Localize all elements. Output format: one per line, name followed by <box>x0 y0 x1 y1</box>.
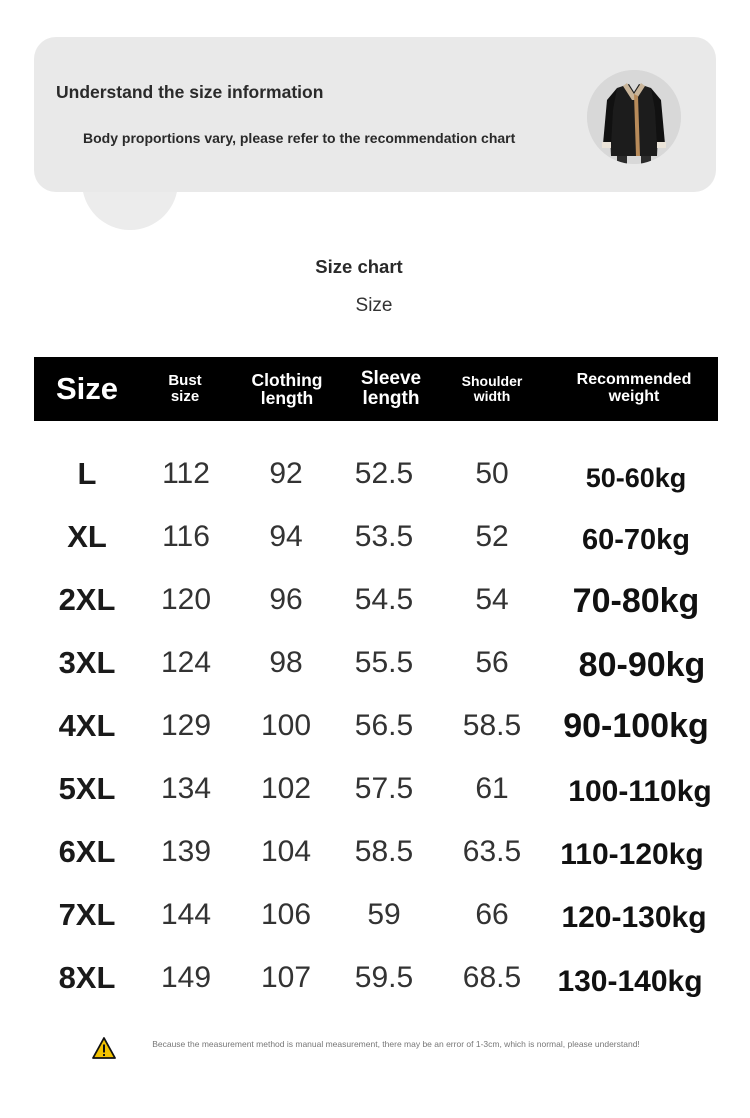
warning-icon <box>92 1037 116 1059</box>
bust-cell: 139 <box>160 835 212 868</box>
measurement-footnote: Because the measurement method is manual measurement, there may be an error of 1-3cm, which is normal, please understand! <box>152 1039 640 1049</box>
weight-cell: 110-120kg <box>560 838 704 871</box>
size-cell: 5XL <box>58 771 116 806</box>
weight-cell: 70-80kg <box>572 582 700 620</box>
bust-cell: 120 <box>160 583 212 616</box>
header-size: Size <box>55 370 119 406</box>
weight-cell: 100-110kg <box>568 775 712 808</box>
weight-cell: 60-70kg <box>581 524 690 556</box>
bust-cell: 129 <box>160 709 212 742</box>
sleeve-cell: 58.5 <box>354 835 414 868</box>
sleeve-cell: 59 <box>367 898 401 931</box>
coat-icon <box>587 70 681 164</box>
table-row <box>0 445 750 503</box>
sleeve-cell: 57.5 <box>354 772 414 805</box>
length-cell: 94 <box>269 520 303 553</box>
shoulder-cell: 56 <box>475 646 509 679</box>
length-cell: 100 <box>260 709 312 742</box>
sleeve-cell: 55.5 <box>354 646 414 679</box>
table-header <box>34 357 718 421</box>
header-clothing-length: Clothing length <box>251 369 323 408</box>
table-row <box>0 823 750 881</box>
length-cell: 104 <box>260 835 312 868</box>
shoulder-cell: 68.5 <box>462 961 522 994</box>
sleeve-cell: 53.5 <box>354 520 414 553</box>
size-cell: 2XL <box>58 582 116 617</box>
weight-cell: 90-100kg <box>563 707 709 745</box>
shoulder-cell: 54 <box>475 583 509 616</box>
table-row <box>0 760 750 818</box>
shoulder-cell: 50 <box>475 457 509 490</box>
table-row <box>0 697 750 755</box>
size-cell: L <box>77 456 97 491</box>
length-cell: 102 <box>260 772 312 805</box>
header-recommended-weight: Recommended weight <box>576 371 692 405</box>
size-cell: 6XL <box>58 834 116 869</box>
chart-subtitle: Size <box>355 295 393 316</box>
weight-cell: 130-140kg <box>557 965 703 998</box>
bust-cell: 124 <box>160 646 212 679</box>
chart-title: Size chart <box>315 256 403 277</box>
shoulder-cell: 58.5 <box>462 709 522 742</box>
header-bust-size: Bust size <box>168 372 202 405</box>
info-title: Understand the size information <box>56 82 324 102</box>
info-subtitle: Body proportions vary, please refer to the recommendation chart <box>83 130 516 146</box>
bust-cell: 134 <box>160 772 212 805</box>
shoulder-cell: 66 <box>475 898 509 931</box>
sleeve-cell: 59.5 <box>354 961 414 994</box>
shoulder-cell: 63.5 <box>462 835 522 868</box>
weight-cell: 120-130kg <box>561 901 707 934</box>
length-cell: 98 <box>269 646 303 679</box>
size-cell: 8XL <box>58 960 116 995</box>
sleeve-cell: 56.5 <box>354 709 414 742</box>
header-shoulder-width: Shoulder width <box>461 373 523 404</box>
table-row <box>0 571 750 629</box>
length-cell: 106 <box>260 898 312 931</box>
weight-cell: 80-90kg <box>578 646 706 684</box>
sleeve-cell: 54.5 <box>354 583 414 616</box>
shoulder-cell: 52 <box>475 520 509 553</box>
length-cell: 92 <box>269 457 303 490</box>
size-cell: 7XL <box>58 897 116 932</box>
size-cell: XL <box>67 519 107 554</box>
size-cell: 4XL <box>58 708 116 743</box>
header-sleeve-length: Sleeve length <box>360 368 422 409</box>
bust-cell: 116 <box>162 520 210 553</box>
shoulder-cell: 61 <box>475 772 509 805</box>
sleeve-cell: 52.5 <box>354 457 414 490</box>
bust-cell: 149 <box>160 961 212 994</box>
bust-cell: 144 <box>160 898 212 931</box>
table-row <box>0 886 750 944</box>
size-cell: 3XL <box>58 645 116 680</box>
table-row <box>0 508 750 566</box>
length-cell: 96 <box>269 583 303 616</box>
bust-cell: 112 <box>162 457 210 490</box>
table-row <box>0 949 750 1007</box>
weight-cell: 50-60kg <box>585 463 687 493</box>
table-row <box>0 634 750 692</box>
length-cell: 107 <box>260 961 312 994</box>
